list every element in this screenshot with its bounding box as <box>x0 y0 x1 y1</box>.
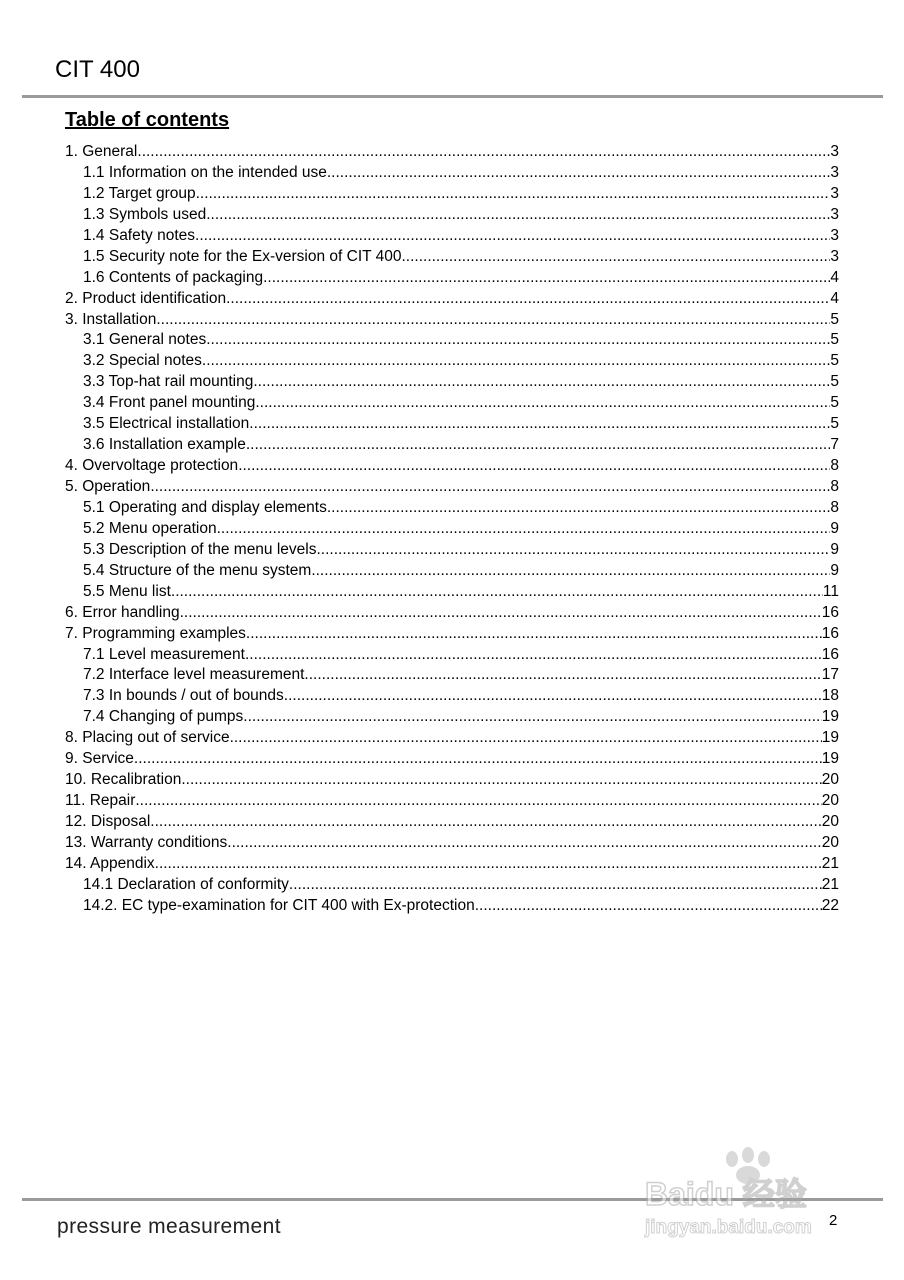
toc-entry-label: 7. Programming examples <box>65 624 246 642</box>
toc-dot-leader <box>206 331 830 349</box>
toc-dot-leader <box>401 248 830 266</box>
toc-entry <box>65 792 839 813</box>
toc-entry-label: 10. Recalibration <box>65 771 182 789</box>
toc-entry <box>65 143 839 164</box>
watermark-url: jingyan.baidu.com <box>645 1217 812 1238</box>
toc-dot-leader <box>253 373 830 391</box>
toc-entry-page: 3 <box>830 143 839 160</box>
toc-entry-page: 19 <box>821 708 839 726</box>
toc-entry <box>65 185 839 206</box>
toc-entry-label: 5.1 Operating and display elements <box>83 498 327 516</box>
toc-entry <box>65 436 839 457</box>
footer-text: pressure measurement <box>57 1215 281 1238</box>
toc-dot-leader <box>245 646 822 664</box>
toc-dot-leader <box>181 771 821 789</box>
toc-dot-leader <box>150 478 830 496</box>
toc-entry-label: 3.6 Installation example <box>83 436 246 454</box>
toc-entry-page: 9 <box>830 561 839 579</box>
toc-entry-page: 19 <box>821 750 839 768</box>
toc-entry-page: 4 <box>830 289 839 307</box>
toc-entry <box>65 646 839 667</box>
toc-dot-leader <box>150 813 821 831</box>
toc-entry-label: 2. Product identification <box>65 289 227 307</box>
toc-entry <box>65 499 839 520</box>
toc-dot-leader <box>217 520 831 538</box>
toc-entry-page: 21 <box>821 875 839 893</box>
toc-entry-page: 7 <box>830 436 839 454</box>
toc-entry-label: 14.2. EC type-examination for CIT 400 with Ex-protection <box>83 896 475 914</box>
toc-entry <box>65 729 839 750</box>
toc-entry-label: 7.3 In bounds / out of bounds <box>83 687 284 705</box>
watermark-brand: Baidu 经验 <box>645 1176 807 1212</box>
toc-entry <box>65 666 839 687</box>
toc-dot-leader <box>263 269 830 287</box>
toc-entry <box>65 813 839 834</box>
toc-entry-page: 5 <box>830 373 839 391</box>
toc-entry <box>65 625 839 646</box>
toc-entry-label: 9. Service <box>65 750 134 768</box>
toc-entry-page: 20 <box>821 813 839 830</box>
toc-entry <box>65 771 839 792</box>
toc-entry-label: 5.4 Structure of the menu system <box>83 561 312 579</box>
toc-entry <box>65 520 839 541</box>
toc-entry <box>65 415 839 436</box>
toc-entry-label: 1.1 Information on the intended use <box>83 163 327 181</box>
toc-entry <box>65 876 839 897</box>
toc-entry <box>65 708 839 729</box>
page-number: 2 <box>829 1212 838 1229</box>
toc-entry-label: 14.1 Declaration of conformity <box>83 875 289 893</box>
toc-entry <box>65 897 839 918</box>
document-title: CIT 400 <box>55 56 140 83</box>
toc-entry-page: 22 <box>821 896 839 914</box>
toc-entry-label: 1.2 Target group <box>83 184 196 202</box>
toc-dot-leader <box>155 855 822 873</box>
toc-entry <box>65 541 839 562</box>
toc-entry-label: 4. Overvoltage protection <box>65 457 239 475</box>
toc-entry <box>65 834 839 855</box>
toc-entry-label: 1. General <box>65 143 138 160</box>
toc-dot-leader <box>202 352 830 370</box>
toc-entry-page: 5 <box>830 310 839 328</box>
toc-entry-page: 21 <box>821 854 839 872</box>
toc-entry-page: 9 <box>830 540 839 558</box>
toc-entry <box>65 855 839 876</box>
toc-entry-page: 3 <box>830 163 839 181</box>
toc-dot-leader <box>171 583 823 601</box>
toc-entry-page: 20 <box>821 792 839 810</box>
toc-entry <box>65 583 839 604</box>
toc-dot-leader <box>137 143 830 161</box>
toc-entry <box>65 457 839 478</box>
toc-entry-page: 11 <box>822 582 839 600</box>
toc-entry <box>65 394 839 415</box>
toc-dot-leader <box>206 206 830 224</box>
toc-entry-page: 16 <box>821 624 839 642</box>
toc-entry-label: 5. Operation <box>65 478 151 495</box>
toc-entry-page: 3 <box>830 247 839 265</box>
toc-dot-leader <box>196 185 831 203</box>
toc-entry <box>65 687 839 708</box>
toc-entry-label: 1.4 Safety notes <box>83 226 196 244</box>
toc-dot-leader <box>243 708 821 726</box>
toc-dot-leader <box>316 541 830 559</box>
toc-entry <box>65 269 839 290</box>
toc-entry-page: 17 <box>821 666 839 684</box>
toc-entry-label: 5.2 Menu operation <box>83 519 217 537</box>
toc-entry-label: 13. Warranty conditions <box>65 833 228 851</box>
toc-entry-page: 8 <box>830 457 839 475</box>
toc-dot-leader <box>246 436 831 454</box>
toc-entry-page: 5 <box>830 394 839 412</box>
toc-dot-leader <box>304 666 821 684</box>
toc-entry-page: 19 <box>821 729 839 747</box>
header-rule <box>22 95 883 98</box>
toc-entry-label: 12. Disposal <box>65 813 151 830</box>
toc-heading: Table of contents <box>65 109 230 131</box>
toc-entry <box>65 311 839 332</box>
toc-dot-leader <box>180 604 822 622</box>
toc-entry-page: 3 <box>830 226 839 244</box>
toc-entry <box>65 227 839 248</box>
toc-entry-page: 4 <box>830 268 839 286</box>
toc-dot-leader <box>327 499 831 517</box>
toc-entry <box>65 373 839 394</box>
toc-entry <box>65 164 839 185</box>
toc-entry <box>65 290 839 311</box>
toc-entry-page: 3 <box>830 184 839 202</box>
toc-entry-label: 7.1 Level measurement <box>83 645 245 663</box>
toc-dot-leader <box>246 625 822 643</box>
toc-entry-page: 5 <box>830 352 839 370</box>
toc-entry-page: 8 <box>830 478 839 495</box>
toc-entry-label: 7.2 Interface level measurement <box>83 666 305 684</box>
toc-dot-leader <box>289 876 822 894</box>
toc-entry <box>65 750 839 771</box>
toc-entry-label: 1.3 Symbols used <box>83 205 207 223</box>
toc-entry <box>65 352 839 373</box>
toc-dot-leader <box>255 394 830 412</box>
toc-entry-label: 11. Repair <box>65 792 136 810</box>
toc-entry-label: 6. Error handling <box>65 603 180 621</box>
toc-entry-label: 5.3 Description of the menu levels <box>83 540 317 558</box>
toc-dot-leader <box>475 897 822 915</box>
toc-entry <box>65 562 839 583</box>
toc-dot-leader <box>156 311 830 329</box>
toc-entry <box>65 248 839 269</box>
toc-dot-leader <box>135 792 821 810</box>
toc-entry-label: 3.5 Electrical installation <box>83 415 250 433</box>
toc-entry-page: 20 <box>821 771 839 789</box>
toc-entry-label: 7.4 Changing of pumps <box>83 708 244 726</box>
toc-dot-leader <box>226 290 830 308</box>
toc-entry-page: 8 <box>830 498 839 516</box>
toc-dot-leader <box>311 562 830 580</box>
toc-dot-leader <box>284 687 822 705</box>
toc-entry-label: 3.3 Top-hat rail mounting <box>83 373 254 391</box>
toc-entry-label: 14. Appendix <box>65 854 155 872</box>
baidu-watermark <box>640 1145 855 1240</box>
toc-entry-label: 1.6 Contents of packaging <box>83 268 264 286</box>
toc-dot-leader <box>249 415 830 433</box>
toc-entry-label: 3.1 General notes <box>83 331 207 349</box>
toc-dot-leader <box>134 750 822 768</box>
toc-entry-label: 5.5 Menu list <box>83 582 171 600</box>
toc-entry-label: 3.4 Front panel mounting <box>83 394 256 412</box>
toc-dot-leader <box>238 457 830 475</box>
toc-entry <box>65 206 839 227</box>
toc-dot-leader <box>327 164 831 182</box>
toc-entry-page: 18 <box>821 687 839 705</box>
toc-entry-page: 16 <box>821 645 839 663</box>
toc-entry-page: 9 <box>830 519 839 537</box>
toc-entry-page: 5 <box>830 331 839 349</box>
toc-entry-label: 3. Installation <box>65 310 157 328</box>
toc-list <box>65 143 839 918</box>
toc-entry <box>65 478 839 499</box>
toc-entry-page: 20 <box>821 833 839 851</box>
toc-entry-page: 3 <box>830 205 839 223</box>
toc-dot-leader <box>230 729 822 747</box>
toc-entry-label: 3.2 Special notes <box>83 352 202 370</box>
toc-entry-label: 8. Placing out of service <box>65 729 230 747</box>
toc-dot-leader <box>195 227 830 245</box>
toc-entry-label: 1.5 Security note for the Ex-version of CIT 400 <box>83 247 402 265</box>
toc-entry-page: 16 <box>821 603 839 621</box>
toc-dot-leader <box>227 834 821 852</box>
toc-entry-page: 5 <box>830 415 839 433</box>
toc-entry <box>65 604 839 625</box>
toc-entry <box>65 331 839 352</box>
